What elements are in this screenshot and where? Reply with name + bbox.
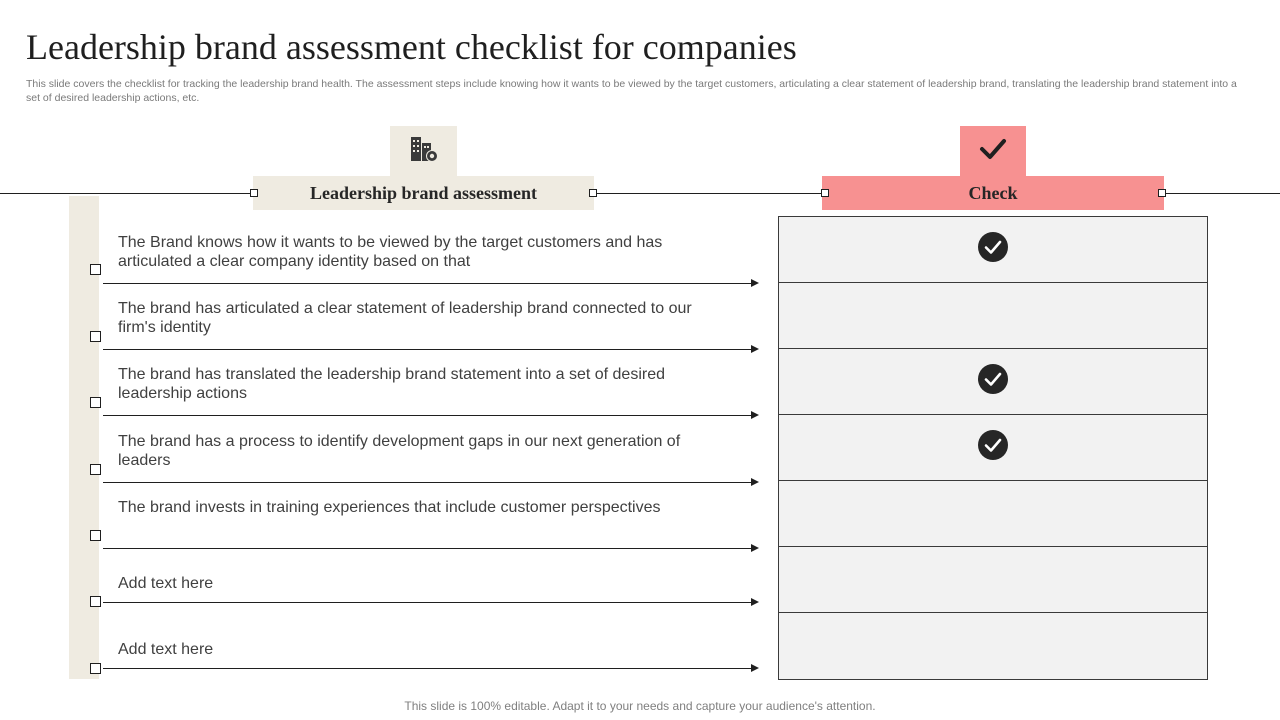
arrow-head-icon — [751, 544, 759, 552]
item-checkbox[interactable] — [90, 331, 101, 342]
list-item — [0, 359, 770, 425]
check-cell[interactable] — [779, 481, 1207, 547]
item-checkbox[interactable] — [90, 663, 101, 674]
item-arrow-line — [103, 349, 753, 350]
header-node — [250, 189, 258, 197]
header-node — [821, 189, 829, 197]
item-checkbox[interactable] — [90, 596, 101, 607]
check-cell[interactable] — [779, 613, 1207, 679]
check-cell[interactable] — [779, 415, 1207, 481]
check-circle-icon — [977, 363, 1009, 400]
arrow-head-icon — [751, 345, 759, 353]
list-item — [0, 293, 770, 359]
check-cell[interactable] — [779, 217, 1207, 283]
list-item — [0, 426, 770, 492]
header-line-right — [1164, 193, 1280, 194]
list-item — [0, 568, 770, 634]
item-text: The brand has translated the leadership brand statement into a set of desired leadership actions — [118, 366, 666, 402]
item-text: The brand has articulated a clear statement of leadership brand connected to our firm's identity — [118, 300, 692, 336]
arrow-head-icon — [751, 598, 759, 606]
item-arrow-line — [103, 283, 753, 284]
list-item — [0, 492, 770, 558]
check-cell[interactable] — [779, 349, 1207, 415]
item-checkbox[interactable] — [90, 530, 101, 541]
item-checkbox[interactable] — [90, 464, 101, 475]
item-text: The brand has a process to identify development gaps in our next generation of leaders — [118, 433, 681, 469]
check-table — [778, 216, 1208, 680]
checkmark-icon — [979, 137, 1007, 166]
item-arrow-line — [103, 415, 753, 416]
checkmark-icon-tab — [960, 126, 1026, 176]
check-cell[interactable] — [779, 547, 1207, 613]
item-text: The brand invests in training experiences that include customer perspectives — [118, 499, 661, 516]
item-checkbox[interactable] — [90, 397, 101, 408]
left-column-header: Leadership brand assessment — [253, 176, 594, 210]
buildings-icon-tab — [390, 126, 457, 176]
item-text: The Brand knows how it wants to be viewed by the target customers and has articulated a clear company identity based on that — [118, 234, 663, 270]
item-arrow-line — [103, 482, 753, 483]
list-item — [0, 634, 770, 700]
slide-footer: This slide is 100% editable. Adapt it to your needs and capture your audience's attention. — [404, 699, 876, 713]
header-line-middle — [594, 193, 822, 194]
arrow-head-icon — [751, 664, 759, 672]
slide-title: Leadership brand assessment checklist for companies — [26, 27, 797, 67]
item-arrow-line — [103, 602, 753, 603]
arrow-head-icon — [751, 478, 759, 486]
item-text: Add text here — [118, 575, 214, 592]
header-node — [1158, 189, 1166, 197]
list-item — [0, 227, 770, 293]
arrow-head-icon — [751, 279, 759, 287]
item-checkbox[interactable] — [90, 264, 101, 275]
slide-subtitle: This slide covers the checklist for tracking the leadership brand health. The assessment steps include knowing how it wants to be viewed by the target customers, articulating a clear statement of leadership brand, translating the leadership brand statement into a set of desired leadership actions, etc. — [26, 78, 1237, 104]
header-node — [589, 189, 597, 197]
item-arrow-line — [103, 548, 753, 549]
header-line-left — [0, 193, 253, 194]
item-text: Add text here — [118, 641, 214, 658]
item-arrow-line — [103, 668, 753, 669]
check-cell[interactable] — [779, 283, 1207, 349]
check-circle-icon — [977, 429, 1009, 466]
check-circle-icon — [977, 231, 1009, 268]
arrow-head-icon — [751, 411, 759, 419]
right-column-header: Check — [822, 176, 1164, 210]
buildings-icon — [409, 135, 439, 168]
